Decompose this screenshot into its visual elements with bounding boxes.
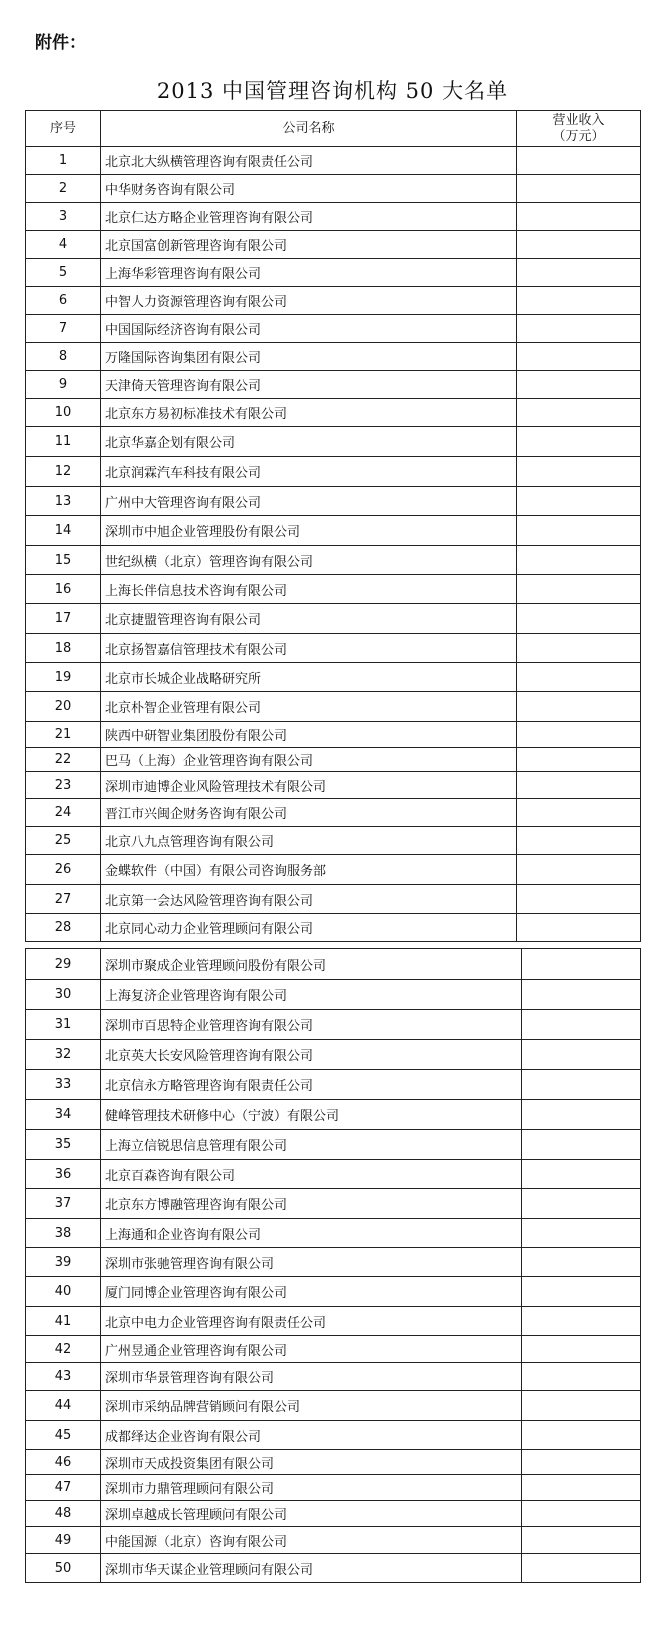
row-index: 31 — [26, 1010, 101, 1040]
row-revenue — [522, 1100, 641, 1130]
row-index: 45 — [26, 1421, 101, 1450]
row-revenue — [517, 371, 641, 399]
row-revenue — [517, 663, 641, 692]
table-row — [26, 692, 641, 722]
row-revenue — [517, 722, 641, 748]
row-company-name: 深圳市百思特企业管理咨询有限公司 — [101, 1010, 522, 1040]
table-row — [26, 1363, 641, 1391]
table-row — [26, 634, 641, 663]
table-row — [26, 1130, 641, 1160]
row-revenue — [522, 1363, 641, 1391]
row-company-name: 北京仁达方略企业管理咨询有限公司 — [101, 203, 517, 231]
row-company-name: 深圳市采纳品牌营销顾问有限公司 — [101, 1391, 522, 1421]
row-index: 23 — [26, 772, 101, 799]
row-revenue — [522, 1475, 641, 1501]
row-company-name: 北京朴智企业管理有限公司 — [101, 692, 517, 722]
table-row — [26, 287, 641, 315]
page-title: 2013 中国管理咨询机构 50 大名单 — [156, 79, 509, 103]
row-company-name: 北京信永方略管理咨询有限责任公司 — [101, 1070, 522, 1100]
row-index: 35 — [26, 1130, 101, 1160]
row-index: 27 — [26, 885, 101, 914]
table-row — [26, 259, 641, 287]
row-revenue — [517, 147, 641, 175]
row-index: 46 — [26, 1450, 101, 1475]
row-company-name: 深圳卓越成长管理顾问有限公司 — [101, 1501, 522, 1527]
company-table-part-1 — [25, 110, 641, 942]
header-revenue — [517, 111, 641, 147]
table-row — [26, 1010, 641, 1040]
table-row — [26, 980, 641, 1010]
row-company-name: 天津倚天管理咨询有限公司 — [101, 371, 517, 399]
table-row — [26, 175, 641, 203]
row-company-name: 北京国富创新管理咨询有限公司 — [101, 231, 517, 259]
table-row — [26, 1554, 641, 1583]
row-index: 43 — [26, 1363, 101, 1391]
row-company-name: 上海通和企业咨询有限公司 — [101, 1219, 522, 1248]
table-row — [26, 487, 641, 516]
row-index: 25 — [26, 827, 101, 855]
row-company-name: 北京市长城企业战略研究所 — [101, 663, 517, 692]
row-revenue — [517, 487, 641, 516]
row-index: 50 — [26, 1554, 101, 1583]
table-row — [26, 772, 641, 799]
row-index: 12 — [26, 457, 101, 487]
row-index: 8 — [26, 343, 101, 371]
row-revenue — [522, 1554, 641, 1583]
row-company-name: 上海长伴信息技术咨询有限公司 — [101, 575, 517, 604]
row-index: 22 — [26, 748, 101, 772]
table-row — [26, 1040, 641, 1070]
row-index: 7 — [26, 315, 101, 343]
row-index: 34 — [26, 1100, 101, 1130]
table-row — [26, 371, 641, 399]
row-company-name: 深圳市中旭企业管理股份有限公司 — [101, 516, 517, 546]
row-index: 6 — [26, 287, 101, 315]
row-index: 39 — [26, 1248, 101, 1277]
table-row — [26, 1160, 641, 1189]
row-index: 2 — [26, 175, 101, 203]
row-revenue — [517, 175, 641, 203]
table-row — [26, 799, 641, 827]
row-revenue — [522, 980, 641, 1010]
row-company-name: 深圳市张驰管理咨询有限公司 — [101, 1248, 522, 1277]
table-row — [26, 231, 641, 259]
row-company-name: 中华财务咨询有限公司 — [101, 175, 517, 203]
row-company-name: 世纪纵横（北京）管理咨询有限公司 — [101, 546, 517, 575]
row-company-name: 广州昱通企业管理咨询有限公司 — [101, 1336, 522, 1363]
row-index: 42 — [26, 1336, 101, 1363]
row-index: 13 — [26, 487, 101, 516]
row-index: 29 — [26, 949, 101, 980]
row-company-name: 晋江市兴闽企财务咨询有限公司 — [101, 799, 517, 827]
table-row — [26, 855, 641, 885]
row-company-name: 巴马（上海）企业管理咨询有限公司 — [101, 748, 517, 772]
row-revenue — [517, 399, 641, 427]
row-index: 19 — [26, 663, 101, 692]
row-company-name: 厦门同博企业管理咨询有限公司 — [101, 1277, 522, 1307]
table-row — [26, 575, 641, 604]
row-company-name: 上海立信锐思信息管理有限公司 — [101, 1130, 522, 1160]
table-row — [26, 343, 641, 371]
table-body-part-2 — [26, 949, 641, 1583]
row-company-name: 深圳市天成投资集团有限公司 — [101, 1450, 522, 1475]
row-index: 20 — [26, 692, 101, 722]
table-row — [26, 457, 641, 487]
row-company-name: 北京扬智嘉信管理技术有限公司 — [101, 634, 517, 663]
table-row — [26, 1421, 641, 1450]
row-revenue — [522, 1527, 641, 1554]
row-index: 11 — [26, 427, 101, 457]
row-company-name: 北京第一会达风险管理咨询有限公司 — [101, 885, 517, 914]
row-revenue — [517, 748, 641, 772]
table-row — [26, 1475, 641, 1501]
table-row — [26, 1336, 641, 1363]
table-row — [26, 885, 641, 914]
table-row — [26, 546, 641, 575]
row-revenue — [522, 1391, 641, 1421]
table-row — [26, 1219, 641, 1248]
row-revenue — [522, 1189, 641, 1219]
row-revenue — [517, 575, 641, 604]
row-index: 10 — [26, 399, 101, 427]
row-revenue — [517, 827, 641, 855]
table-row — [26, 147, 641, 175]
row-revenue — [517, 855, 641, 885]
header-revenue-unit: （万元） — [552, 128, 605, 144]
row-company-name: 北京八九点管理咨询有限公司 — [101, 827, 517, 855]
attachment-label: 附件： — [35, 33, 86, 53]
table-row — [26, 1277, 641, 1307]
row-company-name: 北京百森咨询有限公司 — [101, 1160, 522, 1189]
table-row — [26, 748, 641, 772]
row-company-name: 中智人力资源管理咨询有限公司 — [101, 287, 517, 315]
row-revenue — [522, 1070, 641, 1100]
table-row — [26, 604, 641, 634]
row-index: 32 — [26, 1040, 101, 1070]
row-index: 4 — [26, 231, 101, 259]
row-company-name: 北京华嘉企划有限公司 — [101, 427, 517, 457]
row-index: 33 — [26, 1070, 101, 1100]
table-row — [26, 949, 641, 980]
row-index: 40 — [26, 1277, 101, 1307]
row-revenue — [522, 1160, 641, 1189]
row-company-name: 成都绎达企业咨询有限公司 — [101, 1421, 522, 1450]
row-index: 47 — [26, 1475, 101, 1501]
row-revenue — [517, 516, 641, 546]
row-revenue — [517, 427, 641, 457]
row-index: 3 — [26, 203, 101, 231]
row-revenue — [517, 259, 641, 287]
row-revenue — [517, 287, 641, 315]
row-index: 18 — [26, 634, 101, 663]
row-revenue — [522, 1010, 641, 1040]
row-revenue — [517, 203, 641, 231]
row-index: 5 — [26, 259, 101, 287]
row-company-name: 深圳市力鼎管理顾问有限公司 — [101, 1475, 522, 1501]
row-company-name: 北京同心动力企业管理顾问有限公司 — [101, 914, 517, 942]
table-row — [26, 1070, 641, 1100]
table-row — [26, 827, 641, 855]
table-row — [26, 1307, 641, 1336]
row-revenue — [522, 1307, 641, 1336]
table-row — [26, 1501, 641, 1527]
row-company-name: 广州中大管理咨询有限公司 — [101, 487, 517, 516]
table-row — [26, 516, 641, 546]
table-row — [26, 1248, 641, 1277]
row-revenue — [522, 1248, 641, 1277]
row-index: 1 — [26, 147, 101, 175]
table-body-part-1 — [26, 147, 641, 942]
row-company-name: 金蝶软件（中国）有限公司咨询服务部 — [101, 855, 517, 885]
row-index: 48 — [26, 1501, 101, 1527]
row-index: 28 — [26, 914, 101, 942]
table-row — [26, 1189, 641, 1219]
table-row — [26, 722, 641, 748]
row-revenue — [517, 231, 641, 259]
row-company-name: 北京北大纵横管理咨询有限责任公司 — [101, 147, 517, 175]
table-row — [26, 203, 641, 231]
row-revenue — [517, 343, 641, 371]
row-company-name: 深圳市华天谋企业管理顾问有限公司 — [101, 1554, 522, 1583]
row-index: 49 — [26, 1527, 101, 1554]
row-index: 17 — [26, 604, 101, 634]
row-revenue — [522, 1219, 641, 1248]
row-revenue — [517, 885, 641, 914]
row-company-name: 中国国际经济咨询有限公司 — [101, 315, 517, 343]
row-revenue — [522, 1130, 641, 1160]
row-index: 44 — [26, 1391, 101, 1421]
row-revenue — [522, 1501, 641, 1527]
row-company-name: 北京中电力企业管理咨询有限责任公司 — [101, 1307, 522, 1336]
row-company-name: 北京捷盟管理咨询有限公司 — [101, 604, 517, 634]
row-revenue — [522, 1336, 641, 1363]
row-company-name: 北京润霖汽车科技有限公司 — [101, 457, 517, 487]
row-revenue — [517, 546, 641, 575]
row-company-name: 北京英大长安风险管理咨询有限公司 — [101, 1040, 522, 1070]
table-row — [26, 1450, 641, 1475]
row-company-name: 上海华彩管理咨询有限公司 — [101, 259, 517, 287]
row-company-name: 上海复济企业管理咨询有限公司 — [101, 980, 522, 1010]
table-row — [26, 1391, 641, 1421]
row-index: 14 — [26, 516, 101, 546]
row-index: 30 — [26, 980, 101, 1010]
header-revenue-label: 营业收入 — [552, 112, 605, 128]
row-index: 36 — [26, 1160, 101, 1189]
row-revenue — [517, 634, 641, 663]
row-revenue — [517, 315, 641, 343]
table-row — [26, 914, 641, 942]
row-index: 21 — [26, 722, 101, 748]
row-revenue — [517, 799, 641, 827]
row-index: 37 — [26, 1189, 101, 1219]
header-company: 公司名称 — [101, 111, 517, 147]
row-revenue — [517, 457, 641, 487]
row-revenue — [517, 914, 641, 942]
row-index: 26 — [26, 855, 101, 885]
row-revenue — [522, 1450, 641, 1475]
row-index: 16 — [26, 575, 101, 604]
row-company-name: 健峰管理技术研修中心（宁波）有限公司 — [101, 1100, 522, 1130]
row-revenue — [517, 692, 641, 722]
table-row — [26, 663, 641, 692]
table-row — [26, 427, 641, 457]
table-row — [26, 1100, 641, 1130]
table-row — [26, 399, 641, 427]
row-index: 9 — [26, 371, 101, 399]
header-index: 序号 — [26, 111, 101, 147]
row-index: 38 — [26, 1219, 101, 1248]
table-row — [26, 1527, 641, 1554]
row-revenue — [522, 949, 641, 980]
row-revenue — [522, 1040, 641, 1070]
row-index: 41 — [26, 1307, 101, 1336]
row-company-name: 中能国源（北京）咨询有限公司 — [101, 1527, 522, 1554]
row-revenue — [522, 1421, 641, 1450]
row-index: 24 — [26, 799, 101, 827]
row-company-name: 深圳市华景管理咨询有限公司 — [101, 1363, 522, 1391]
row-company-name: 北京东方博融管理咨询有限公司 — [101, 1189, 522, 1219]
row-company-name: 陕西中研智业集团股份有限公司 — [101, 722, 517, 748]
table-row — [26, 315, 641, 343]
row-revenue — [517, 604, 641, 634]
row-company-name: 北京东方易初标准技术有限公司 — [101, 399, 517, 427]
row-revenue — [522, 1277, 641, 1307]
row-company-name: 深圳市聚成企业管理顾问股份有限公司 — [101, 949, 522, 980]
row-company-name: 深圳市迪博企业风险管理技术有限公司 — [101, 772, 517, 799]
row-revenue — [517, 772, 641, 799]
company-table-part-2 — [25, 948, 641, 1583]
row-index: 15 — [26, 546, 101, 575]
row-company-name: 万隆国际咨询集团有限公司 — [101, 343, 517, 371]
